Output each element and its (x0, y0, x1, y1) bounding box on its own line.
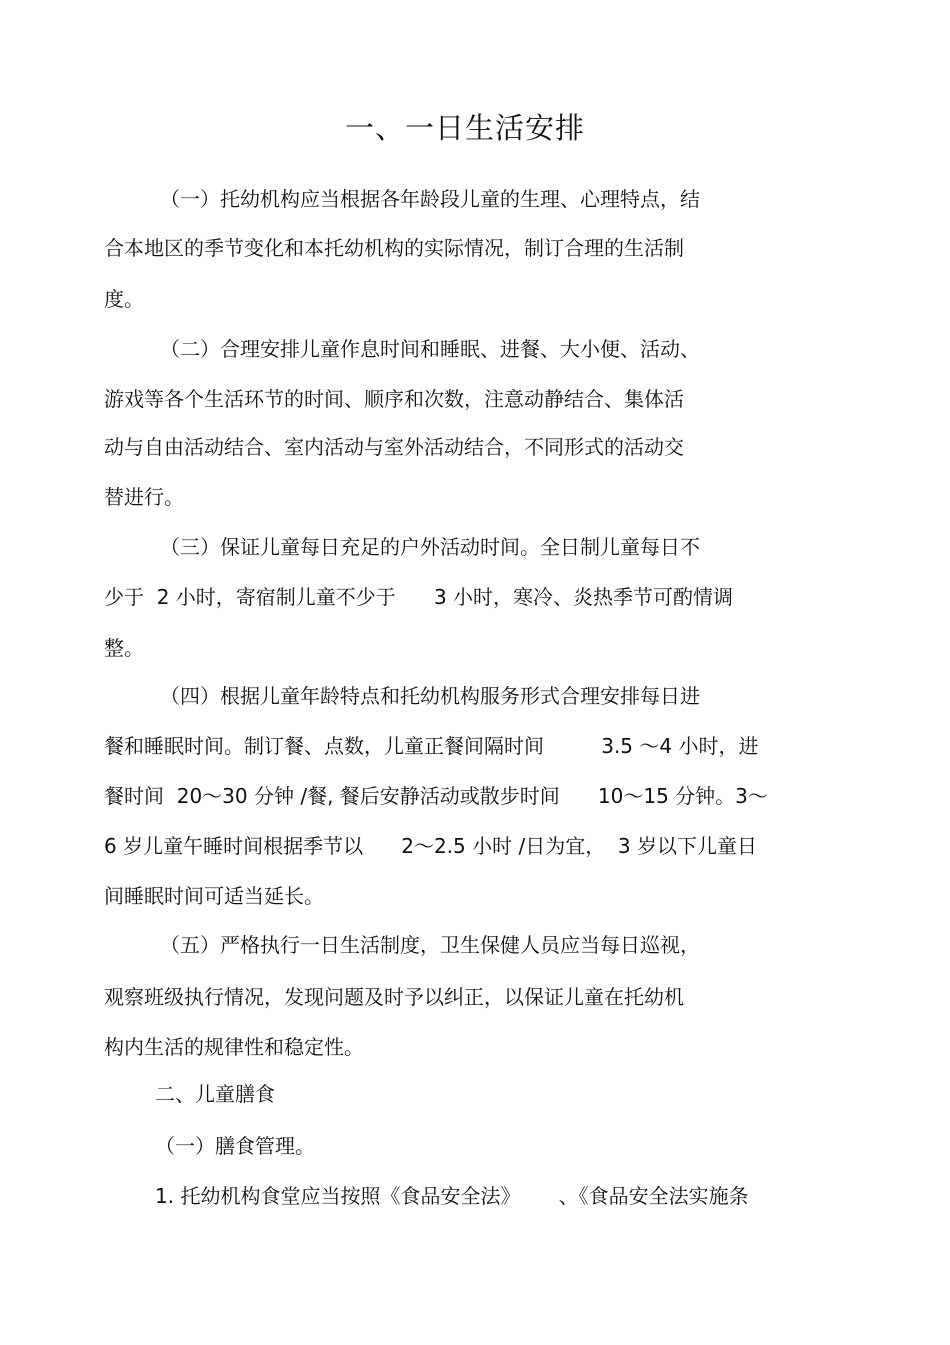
paragraph-line: （一）托幼机构应当根据各年龄段儿童的生理、心理特点，结 (160, 187, 700, 211)
paragraph-line: （三）保证儿童每日充足的户外活动时间。全日制儿童每日不 (160, 535, 700, 559)
paragraph-line: 1. 托幼机构食堂应当按照《食品安全法》 、《食品安全法实施条 (155, 1184, 749, 1208)
paragraph-line: 动与自由活动结合、室内活动与室外活动结合，不同形式的活动交 (104, 435, 684, 459)
paragraph-line: （四）根据儿童年龄特点和托幼机构服务形式合理安排每日进 (160, 684, 700, 708)
paragraph-line: 6 岁儿童午睡时间根据季节以 2～2.5 小时 /日为宜， 3 岁以下儿童日 (104, 834, 758, 858)
section-title: 一、一日生活安排 (344, 111, 585, 145)
paragraph-line: 游戏等各个生活环节的时间、顺序和次数，注意动静结合、集体活 (104, 387, 684, 411)
paragraph-line: 度。 (104, 287, 144, 311)
paragraph-line: 间睡眠时间可适当延长。 (104, 884, 324, 908)
paragraph-line: 少于 2 小时，寄宿制儿童不少于 3 小时，寒冷、炎热季节可酌情调 (104, 585, 734, 609)
paragraph-line: 餐和睡眠时间。制订餐、点数，儿童正餐间隔时间 3.5 ～4 小时，进 (104, 734, 759, 758)
paragraph-line: 餐时间 20～30 分钟 /餐, 餐后安静活动或散步时间 10～15 分钟。3～ (104, 784, 768, 808)
paragraph-line: 构内生活的规律性和稳定性。 (104, 1035, 364, 1059)
paragraph-line: 观察班级执行情况，发现问题及时予以纠正，以保证儿童在托幼机 (104, 985, 684, 1009)
paragraph-line: 替进行。 (104, 485, 184, 509)
section-heading: 二、儿童膳食 (155, 1082, 275, 1106)
paragraph-line: 整。 (104, 636, 144, 660)
paragraph-line: （二）合理安排儿童作息时间和睡眠、进餐、大小便、活动、 (160, 337, 700, 361)
paragraph-line: 合本地区的季节变化和本托幼机构的实际情况，制订合理的生活制 (104, 236, 684, 260)
paragraph-line: （五）严格执行一日生活制度，卫生保健人员应当每日巡视， (160, 933, 700, 957)
subsection-heading: （一）膳食管理。 (155, 1134, 315, 1158)
